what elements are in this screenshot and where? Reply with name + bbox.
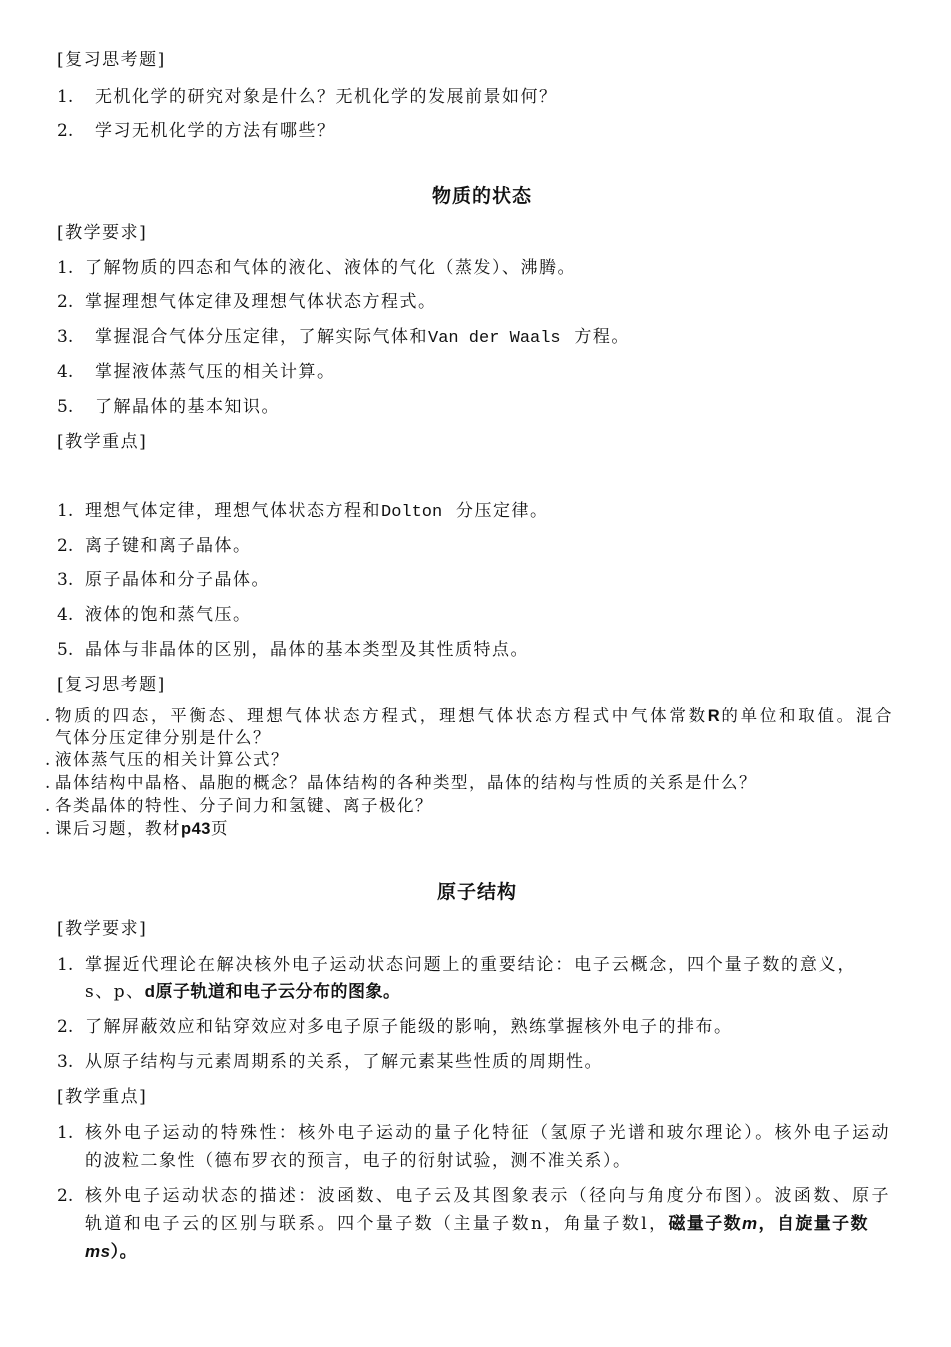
list-item-text: 掌握近代理论在解决核外电子运动状态问题上的重要结论：电子云概念，四个量子数的意义， — [85, 955, 856, 975]
list-item-text: 气体分压定律分别是什么？ — [55, 728, 271, 747]
list-bullet: . — [45, 706, 51, 725]
list-item — [57, 570, 270, 590]
list-number: 3. — [57, 327, 74, 347]
list-item — [57, 1186, 890, 1206]
list-item-text: 离子键和离子晶体。 — [85, 536, 252, 556]
list-item-text: 掌握理想气体定律及理想气体状态方程式。 — [85, 292, 437, 312]
section-heading-review-intro — [57, 50, 166, 70]
list-item — [57, 292, 437, 312]
list-item-text-bold: d原子轨道和电子云分布的图象。 — [144, 982, 401, 1001]
list-item-text: 理想气体定律，理想气体状态方程和 — [85, 501, 381, 521]
list-item-text: 分压定律。 — [442, 501, 549, 521]
list-item — [57, 258, 576, 278]
symbol-r: R — [707, 707, 721, 725]
list-item — [57, 362, 336, 382]
list-bullet: . — [45, 796, 51, 815]
heading-text: [复习思考题] — [57, 50, 166, 70]
list-item — [57, 640, 529, 660]
list-number: 3. — [57, 570, 74, 590]
list-item-text-line — [55, 706, 893, 726]
section-heading-review — [57, 675, 166, 695]
symbol-m: m — [742, 1214, 758, 1233]
latin-term: Dolton — [381, 503, 443, 522]
list-item — [57, 605, 252, 625]
list-item — [57, 1123, 890, 1143]
list-number: 1. — [57, 501, 74, 521]
list-item-text: 方程。 — [560, 327, 630, 347]
list-item-text: 掌握液体蒸气压的相关计算。 — [95, 362, 336, 382]
section-title-atom: 原子结构 — [436, 882, 517, 903]
list-item-text: 原子晶体和分子晶体。 — [85, 570, 270, 590]
list-item — [45, 819, 229, 839]
list-number: 2. — [57, 536, 74, 556]
list-item-text: 无机化学的研究对象是什么？无机化学的发展前景如何？ — [95, 87, 558, 107]
list-item-text: 核外电子运动的特殊性：核外电子运动的量子化特征（氢原子光谱和玻尔理论）。核外电子运动 — [85, 1123, 890, 1143]
list-item-text: 课后习题，教材 — [55, 819, 181, 838]
list-item — [45, 773, 757, 793]
list-number: 1. — [57, 1123, 74, 1143]
list-item-text: 核外电子运动状态的描述：波函数、电子云及其图象表示（径向与角度分布图）。波函数、原子 — [85, 1186, 890, 1206]
section-heading-requirements — [57, 223, 147, 243]
text-run: 的单位和取值。混合 — [720, 706, 894, 725]
text-run-bold: ，自旋量子数 — [757, 1214, 869, 1233]
list-item — [45, 706, 893, 726]
list-item — [57, 955, 856, 975]
list-number: 4. — [57, 362, 74, 382]
list-bullet: . — [45, 750, 51, 769]
list-number: 2. — [57, 1186, 74, 1206]
list-item — [57, 1017, 733, 1037]
section-heading-requirements — [57, 919, 147, 939]
list-item-continuation — [85, 1151, 632, 1171]
section-heading-key-points — [57, 1087, 147, 1107]
list-item — [57, 536, 252, 556]
list-item-text: 掌握混合气体分压定律，了解实际气体和 — [95, 327, 428, 347]
symbol-ms: ms — [85, 1242, 111, 1261]
list-item-continuation — [85, 1242, 137, 1262]
list-item — [57, 121, 336, 141]
list-item-text-line — [85, 1214, 868, 1234]
list-item-text: s、p、 — [85, 982, 145, 1002]
list-number: 1. — [57, 955, 74, 975]
list-bullet: . — [45, 773, 51, 792]
list-item-text: 各类晶体的特性、分子间力和氢键、离子极化？ — [55, 796, 433, 815]
list-item-text: 了解物质的四态和气体的液化、液体的气化（蒸发）、沸腾。 — [85, 258, 576, 278]
list-item — [45, 796, 433, 816]
list-number: 4. — [57, 605, 74, 625]
heading-text: [复习思考题] — [57, 675, 166, 695]
text-run-bold: ）。 — [110, 1242, 138, 1261]
list-item-text: 了解屏蔽效应和钻穿效应对多电子原子能级的影响，熟练掌握核外电子的排布。 — [85, 1017, 733, 1037]
list-item-text: 的波粒二象性（德布罗衣的预言，电子的衍射试验，测不准关系）。 — [85, 1151, 632, 1171]
list-item-text: 晶体与非晶体的区别，晶体的基本类型及其性质特点。 — [85, 640, 529, 660]
list-item-text: 了解晶体的基本知识。 — [95, 397, 280, 417]
section-heading-key-points — [57, 432, 147, 452]
list-item-continuation — [85, 982, 401, 1002]
list-number: 2. — [57, 1017, 74, 1037]
text-run: 物质的四态，平衡态、理想气体状态方程式，理想气体状态方程式中气体常数 — [55, 706, 708, 725]
list-item — [57, 501, 549, 523]
list-number: 2. — [57, 121, 74, 141]
list-item — [57, 87, 558, 107]
list-item — [57, 397, 280, 417]
text-run: 轨道和电子云的区别与联系。四个量子数（主量子数n，角量子数l， — [85, 1214, 669, 1234]
list-item-text: 从原子结构与元素周期系的关系，了解元素某些性质的周期性。 — [85, 1052, 603, 1072]
heading-text: [教学要求] — [57, 919, 148, 939]
list-item-continuation — [55, 728, 271, 748]
list-number: 5. — [57, 397, 74, 417]
heading-text: [教学重点] — [57, 432, 148, 452]
section-title-states: 物质的状态 — [431, 186, 532, 207]
list-bullet: . — [45, 819, 51, 838]
list-number: 3. — [57, 1052, 74, 1072]
list-item — [45, 750, 289, 770]
list-item — [57, 327, 630, 349]
list-number: 5. — [57, 640, 74, 660]
heading-text: [教学要求] — [57, 223, 148, 243]
list-item-text: 晶体结构中晶格、晶胞的概念？晶体结构的各种类型，晶体的结构与性质的关系是什么？ — [55, 773, 757, 792]
list-number: 2. — [57, 292, 74, 312]
latin-term: Van der Waals — [428, 329, 561, 348]
list-item — [57, 1052, 603, 1072]
list-item-continuation — [85, 1214, 868, 1234]
list-item-text: 液体蒸气压的相关计算公式？ — [55, 750, 289, 769]
list-number: 1. — [57, 258, 74, 278]
list-item-text: 学习无机化学的方法有哪些？ — [95, 121, 336, 141]
list-item-text: 液体的饱和蒸气压。 — [85, 605, 252, 625]
list-item-text: 页 — [210, 819, 229, 838]
heading-text: [教学重点] — [57, 1087, 148, 1107]
list-number: 1. — [57, 87, 74, 107]
page-reference: p43 — [181, 820, 211, 838]
text-run-bold: 磁量子数 — [668, 1214, 743, 1233]
